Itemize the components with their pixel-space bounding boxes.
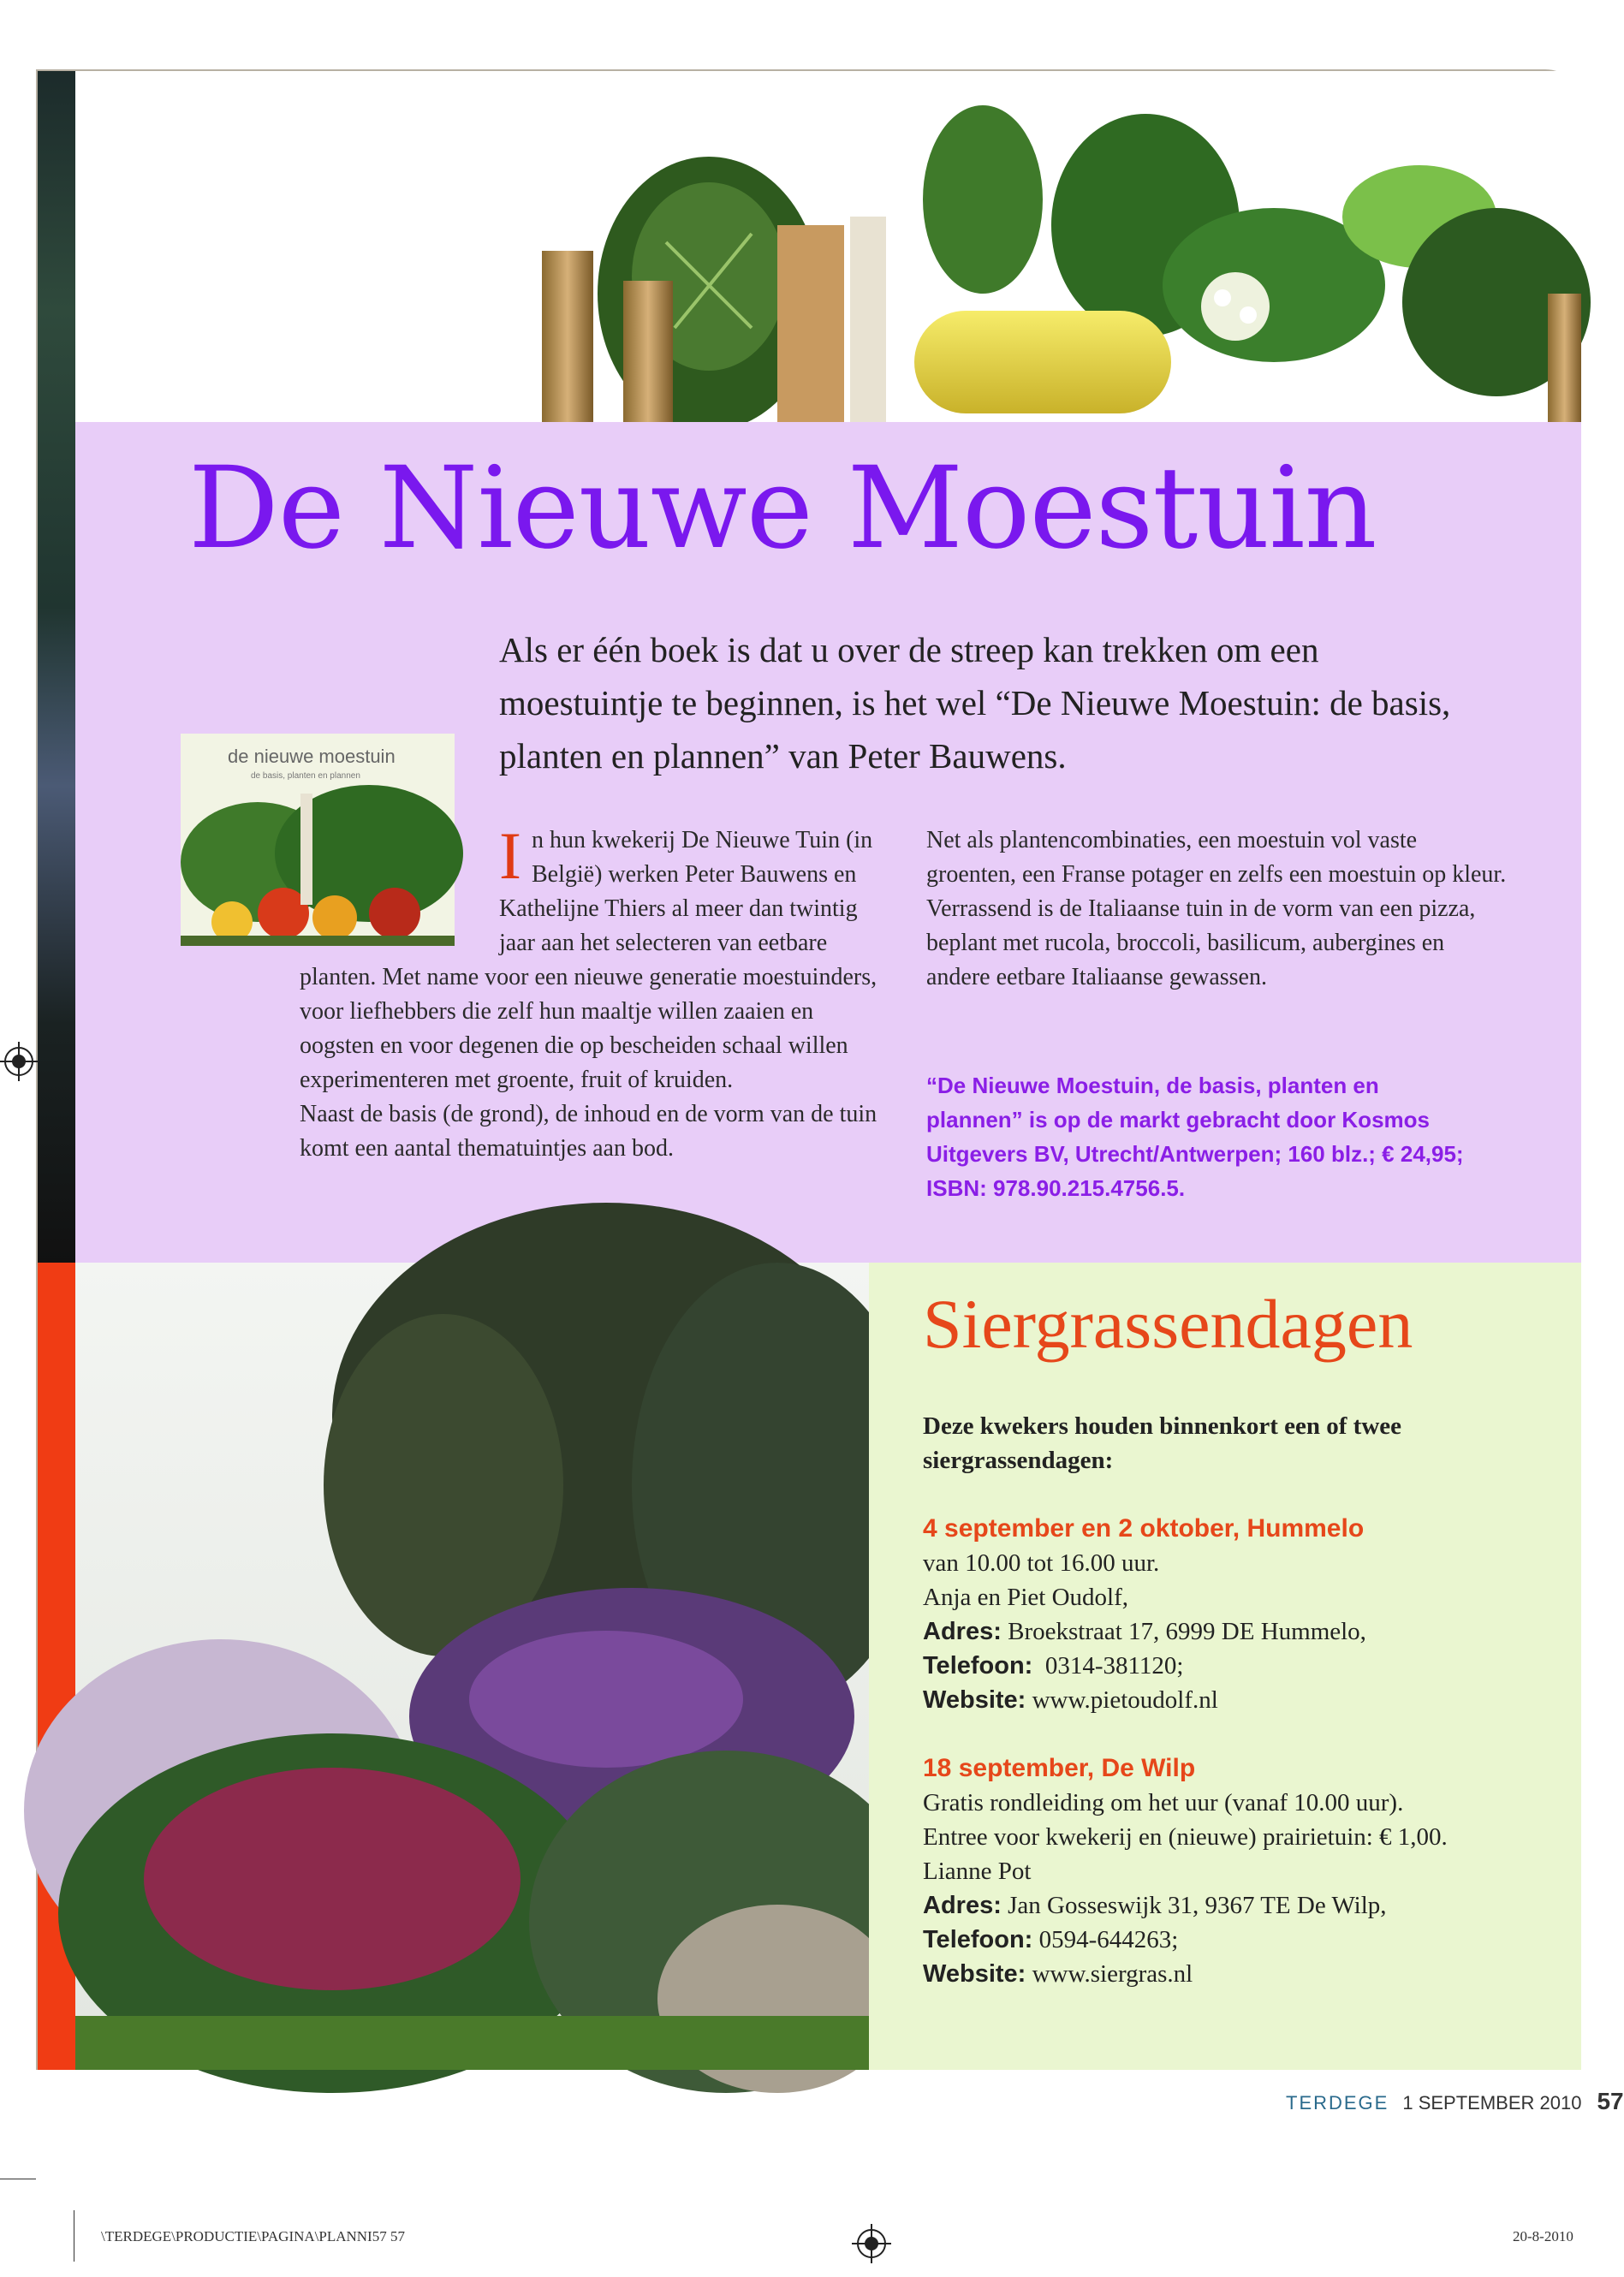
article-column-1-text <box>300 818 878 1166</box>
event-1-phone: 0314-381120; <box>1044 1652 1184 1680</box>
article-column-2-paragraph-1: Net als plantencombinaties, een moestuin vol vaste groenten, een Franse potager en zelfs een moestuin op kleur. Verrassend is de Italiaanse tuin in de vorm van een pizza, beplant met rucola, broccoli, basilicum, aubergines en andere eetbare Italiaanse gewassen. <box>926 827 1507 990</box>
magazine-name: TERDEGE <box>1286 2092 1389 2114</box>
book-cover-title: de nieuwe moestuin <box>228 746 396 767</box>
event-1-address: Broekstraat 17, 6999 DE Hummelo, <box>1008 1618 1366 1645</box>
siergrassen-intro: Deze kwekers houden binnenkort een of twee siergrassendagen: <box>923 1412 1402 1474</box>
event-1-website-label: Website: <box>923 1686 1026 1714</box>
event-1-address-label: Adres: <box>923 1618 1002 1645</box>
event-2-line-1: Gratis rondleiding om het uur (vanaf 10.00 uur). <box>923 1789 1404 1816</box>
article-column-1-paragraph-2: Naast de basis (de grond), de inhoud en de vorm van de tuin komt een aantal thematuintjes aan bod. <box>300 1101 877 1162</box>
drop-cap: I <box>499 818 521 893</box>
page-number: 57 <box>1597 2088 1624 2114</box>
event-2-phone: 0594-644263; <box>1038 1926 1179 1953</box>
event-2-line-2: Entree voor kwekerij en (nieuwe) prairietuin: € 1,00. <box>923 1823 1448 1851</box>
page-footer <box>1286 2088 1624 2115</box>
article-title: De Nieuwe Moestuin <box>188 443 1377 574</box>
book-cover-subtitle: de basis, planten en plannen <box>251 771 360 781</box>
event-1-line-2: Anja en Piet Oudolf, <box>923 1584 1129 1611</box>
event-2-phone-label: Telefoon: <box>923 1926 1033 1953</box>
book-credit: “De Nieuwe Moestuin, de basis, planten en plannen” is op de markt gebracht door Kosmos Uitgevers BV, Utrecht/Antwerpen; 160 blz.; € 24,95; ISBN: 978.90.215.4756.5. <box>926 1073 1464 1201</box>
siergrassen-info <box>923 1409 1539 1991</box>
event-2-website-label: Website: <box>923 1960 1026 1988</box>
event-2-website: www.siergras.nl <box>1032 1960 1193 1988</box>
event-1-line-1: van 10.00 tot 16.00 uur. <box>923 1549 1160 1577</box>
vegetables-photo <box>75 71 1581 422</box>
event-1-phone-label: Telefoon: <box>923 1652 1033 1680</box>
event-2-address: Jan Gosseswijk 31, 9367 TE De Wilp, <box>1008 1892 1387 1919</box>
left-photo-strip <box>38 71 75 1263</box>
event-2-line-3: Lianne Pot <box>923 1858 1032 1885</box>
article-column-2 <box>926 823 1508 995</box>
registration-mark-icon <box>857 2229 886 2258</box>
event-2-address-label: Adres: <box>923 1892 1002 1919</box>
event-1-heading: 4 september en 2 oktober, Hummelo <box>923 1514 1365 1543</box>
slug-date: 20-8-2010 <box>1513 2228 1573 2244</box>
issue-date: 1 SEPTEMBER 2010 <box>1402 2092 1582 2114</box>
article-lead: Als er één boek is dat u over de streep kan trekken om een moestuintje te beginnen, is het wel “De Nieuwe Moestuin: de basis, planten en plannen” van Peter Bauwens. <box>499 630 1451 776</box>
article-column-1-paragraph-1: n hun kwekerij De Nieuwe Tuin (in België) werken Peter Bauwens en Kathelijne Thiers al meer dan twintig jaar aan het selecteren van eetbare planten. Met name voor een nieuwe generatie moestuinders, voor liefhebbers die zelf hun maaltje willen zaaien en oogsten en voor degenen die op bescheiden schaal willen experimenteren met groente, fruit of kruiden. <box>300 827 877 1093</box>
event-1-website: www.pietoudolf.nl <box>1032 1686 1218 1714</box>
slug-path: \TERDEGE\PRODUCTIE\PAGINA\PLANNI57 57 <box>101 2228 405 2244</box>
section-title-siergrassendagen: Siergrassendagen <box>923 1285 1413 1363</box>
registration-mark-icon <box>4 1047 33 1076</box>
ornamental-grass-garden-photo <box>75 1263 869 2070</box>
event-2-heading: 18 september, De Wilp <box>923 1754 1196 1782</box>
